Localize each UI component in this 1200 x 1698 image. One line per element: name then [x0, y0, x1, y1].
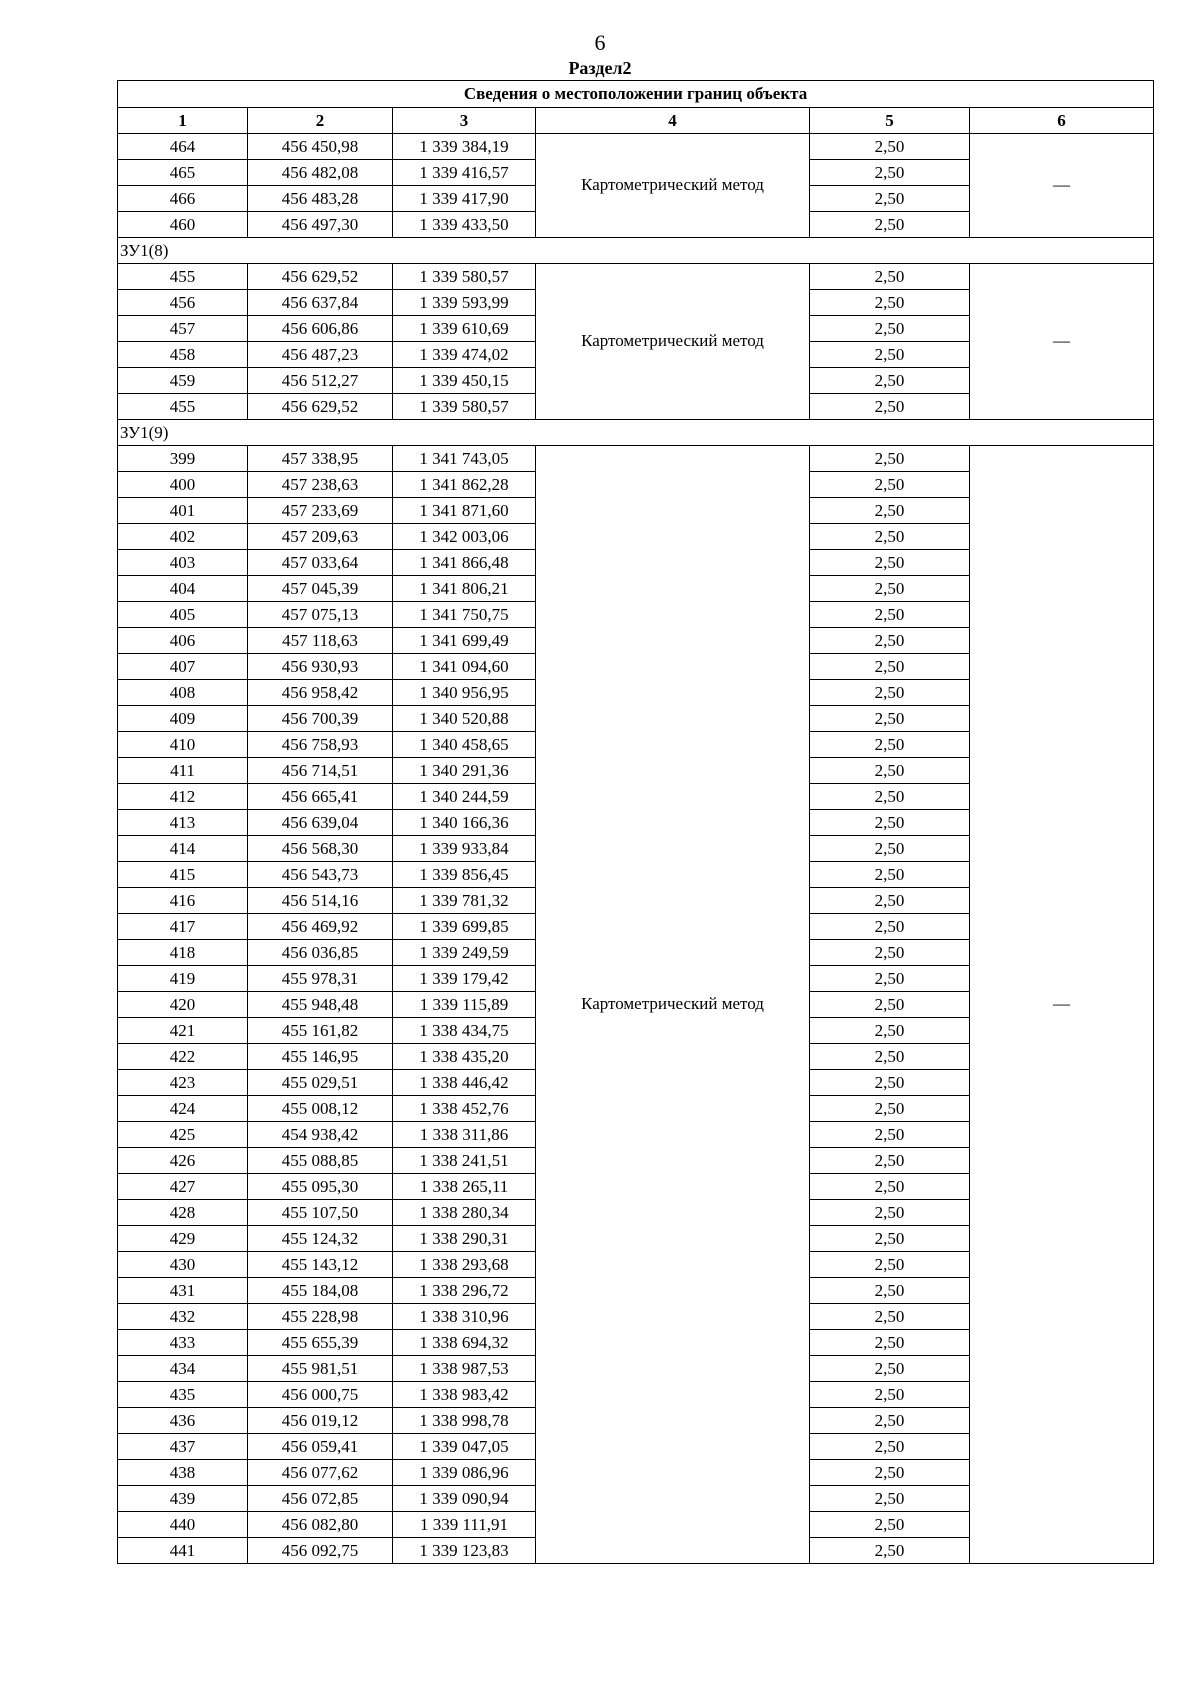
x-coordinate-cell: 456 514,16: [248, 888, 393, 914]
point-number-cell: 415: [118, 862, 248, 888]
accuracy-cell: 2,50: [810, 1044, 970, 1070]
x-coordinate-cell: 456 059,41: [248, 1434, 393, 1460]
y-coordinate-cell: 1 340 291,36: [393, 758, 536, 784]
accuracy-cell: 2,50: [810, 446, 970, 472]
group-label: ЗУ1(8): [118, 238, 1154, 264]
x-coordinate-cell: 455 107,50: [248, 1200, 393, 1226]
accuracy-cell: 2,50: [810, 1226, 970, 1252]
x-coordinate-cell: 455 228,98: [248, 1304, 393, 1330]
accuracy-cell: 2,50: [810, 264, 970, 290]
point-number-cell: 401: [118, 498, 248, 524]
table-body: [118, 134, 1154, 1564]
accuracy-cell: 2,50: [810, 1512, 970, 1538]
x-coordinate-cell: 456 637,84: [248, 290, 393, 316]
x-coordinate-cell: 457 238,63: [248, 472, 393, 498]
y-coordinate-cell: 1 338 446,42: [393, 1070, 536, 1096]
y-coordinate-cell: 1 339 433,50: [393, 212, 536, 238]
y-coordinate-cell: 1 339 474,02: [393, 342, 536, 368]
x-coordinate-cell: 457 033,64: [248, 550, 393, 576]
accuracy-cell: 2,50: [810, 1330, 970, 1356]
y-coordinate-cell: 1 339 610,69: [393, 316, 536, 342]
point-number-cell: 400: [118, 472, 248, 498]
accuracy-cell: 2,50: [810, 1408, 970, 1434]
accuracy-cell: 2,50: [810, 784, 970, 810]
x-coordinate-cell: 456 543,73: [248, 862, 393, 888]
point-number-cell: 419: [118, 966, 248, 992]
x-coordinate-cell: 455 981,51: [248, 1356, 393, 1382]
y-coordinate-cell: 1 341 750,75: [393, 602, 536, 628]
point-number-cell: 423: [118, 1070, 248, 1096]
x-coordinate-cell: 457 233,69: [248, 498, 393, 524]
y-coordinate-cell: 1 338 434,75: [393, 1018, 536, 1044]
accuracy-cell: 2,50: [810, 862, 970, 888]
y-coordinate-cell: 1 339 384,19: [393, 134, 536, 160]
y-coordinate-cell: 1 338 293,68: [393, 1252, 536, 1278]
point-number-cell: 409: [118, 706, 248, 732]
y-coordinate-cell: 1 339 417,90: [393, 186, 536, 212]
table-row: [118, 446, 1154, 472]
x-coordinate-cell: 454 938,42: [248, 1122, 393, 1148]
x-coordinate-cell: 456 082,80: [248, 1512, 393, 1538]
y-coordinate-cell: 1 340 956,95: [393, 680, 536, 706]
x-coordinate-cell: 456 483,28: [248, 186, 393, 212]
boundary-coordinates-table: [117, 80, 1154, 1564]
point-number-cell: 440: [118, 1512, 248, 1538]
y-coordinate-cell: 1 339 123,83: [393, 1538, 536, 1564]
y-coordinate-cell: 1 339 179,42: [393, 966, 536, 992]
y-coordinate-cell: 1 338 296,72: [393, 1278, 536, 1304]
column-header: 2: [248, 108, 393, 134]
method-cell: Картометрический метод: [536, 264, 810, 420]
x-coordinate-cell: 455 161,82: [248, 1018, 393, 1044]
y-coordinate-cell: 1 339 249,59: [393, 940, 536, 966]
x-coordinate-cell: 456 482,08: [248, 160, 393, 186]
point-number-cell: 424: [118, 1096, 248, 1122]
x-coordinate-cell: 456 629,52: [248, 264, 393, 290]
point-number-cell: 426: [118, 1148, 248, 1174]
accuracy-cell: 2,50: [810, 1486, 970, 1512]
point-number-cell: 430: [118, 1252, 248, 1278]
x-coordinate-cell: 457 118,63: [248, 628, 393, 654]
point-number-cell: 455: [118, 394, 248, 420]
y-coordinate-cell: 1 339 086,96: [393, 1460, 536, 1486]
y-coordinate-cell: 1 339 090,94: [393, 1486, 536, 1512]
accuracy-cell: 2,50: [810, 550, 970, 576]
y-coordinate-cell: 1 340 458,65: [393, 732, 536, 758]
table-caption: Сведения о местоположении границ объекта: [118, 81, 1154, 108]
y-coordinate-cell: 1 341 866,48: [393, 550, 536, 576]
accuracy-cell: 2,50: [810, 342, 970, 368]
accuracy-cell: 2,50: [810, 1148, 970, 1174]
accuracy-cell: 2,50: [810, 576, 970, 602]
accuracy-cell: 2,50: [810, 1382, 970, 1408]
accuracy-cell: 2,50: [810, 1252, 970, 1278]
x-coordinate-cell: 456 958,42: [248, 680, 393, 706]
accuracy-cell: 2,50: [810, 1018, 970, 1044]
point-number-cell: 460: [118, 212, 248, 238]
column-header: 1: [118, 108, 248, 134]
section-title: Раздел2: [568, 58, 632, 78]
accuracy-cell: 2,50: [810, 1174, 970, 1200]
x-coordinate-cell: 456 700,39: [248, 706, 393, 732]
accuracy-cell: 2,50: [810, 212, 970, 238]
point-number-cell: 431: [118, 1278, 248, 1304]
point-number-cell: 406: [118, 628, 248, 654]
x-coordinate-cell: 456 450,98: [248, 134, 393, 160]
accuracy-cell: 2,50: [810, 706, 970, 732]
y-coordinate-cell: 1 339 933,84: [393, 836, 536, 862]
accuracy-cell: 2,50: [810, 498, 970, 524]
point-number-cell: 457: [118, 316, 248, 342]
x-coordinate-cell: 455 655,39: [248, 1330, 393, 1356]
method-cell: Картометрический метод: [536, 134, 810, 238]
x-coordinate-cell: 457 338,95: [248, 446, 393, 472]
accuracy-cell: 2,50: [810, 290, 970, 316]
point-number-cell: 413: [118, 810, 248, 836]
y-coordinate-cell: 1 338 435,20: [393, 1044, 536, 1070]
y-coordinate-cell: 1 338 311,86: [393, 1122, 536, 1148]
point-number-cell: 405: [118, 602, 248, 628]
group-label-row: [118, 420, 1154, 446]
x-coordinate-cell: 455 948,48: [248, 992, 393, 1018]
accuracy-cell: 2,50: [810, 1434, 970, 1460]
x-coordinate-cell: 456 469,92: [248, 914, 393, 940]
point-number-cell: 399: [118, 446, 248, 472]
x-coordinate-cell: 456 758,93: [248, 732, 393, 758]
accuracy-cell: 2,50: [810, 966, 970, 992]
point-number-cell: 428: [118, 1200, 248, 1226]
x-coordinate-cell: 456 072,85: [248, 1486, 393, 1512]
x-coordinate-cell: 455 008,12: [248, 1096, 393, 1122]
accuracy-cell: 2,50: [810, 1356, 970, 1382]
y-coordinate-cell: 1 338 265,11: [393, 1174, 536, 1200]
x-coordinate-cell: 455 029,51: [248, 1070, 393, 1096]
y-coordinate-cell: 1 340 166,36: [393, 810, 536, 836]
y-coordinate-cell: 1 341 094,60: [393, 654, 536, 680]
accuracy-cell: 2,50: [810, 186, 970, 212]
accuracy-cell: 2,50: [810, 992, 970, 1018]
y-coordinate-cell: 1 338 987,53: [393, 1356, 536, 1382]
x-coordinate-cell: 457 045,39: [248, 576, 393, 602]
accuracy-cell: 2,50: [810, 1122, 970, 1148]
point-number-cell: 402: [118, 524, 248, 550]
note-cell: —: [970, 446, 1154, 1564]
point-number-cell: 414: [118, 836, 248, 862]
point-number-cell: 466: [118, 186, 248, 212]
point-number-cell: 410: [118, 732, 248, 758]
x-coordinate-cell: 455 088,85: [248, 1148, 393, 1174]
x-coordinate-cell: 456 629,52: [248, 394, 393, 420]
point-number-cell: 427: [118, 1174, 248, 1200]
y-coordinate-cell: 1 339 699,85: [393, 914, 536, 940]
point-number-cell: 411: [118, 758, 248, 784]
y-coordinate-cell: 1 338 280,34: [393, 1200, 536, 1226]
x-coordinate-cell: 456 019,12: [248, 1408, 393, 1434]
x-coordinate-cell: 456 639,04: [248, 810, 393, 836]
y-coordinate-cell: 1 341 871,60: [393, 498, 536, 524]
note-cell: —: [970, 264, 1154, 420]
y-coordinate-cell: 1 338 310,96: [393, 1304, 536, 1330]
x-coordinate-cell: 456 714,51: [248, 758, 393, 784]
x-coordinate-cell: 456 512,27: [248, 368, 393, 394]
y-coordinate-cell: 1 339 781,32: [393, 888, 536, 914]
point-number-cell: 429: [118, 1226, 248, 1252]
accuracy-cell: 2,50: [810, 1070, 970, 1096]
y-coordinate-cell: 1 341 806,21: [393, 576, 536, 602]
point-number-cell: 403: [118, 550, 248, 576]
y-coordinate-cell: 1 338 998,78: [393, 1408, 536, 1434]
y-coordinate-cell: 1 339 416,57: [393, 160, 536, 186]
x-coordinate-cell: 455 143,12: [248, 1252, 393, 1278]
accuracy-cell: 2,50: [810, 758, 970, 784]
page-number: 6: [594, 30, 606, 55]
accuracy-cell: 2,50: [810, 628, 970, 654]
point-number-cell: 432: [118, 1304, 248, 1330]
column-header: 5: [810, 108, 970, 134]
accuracy-cell: 2,50: [810, 654, 970, 680]
point-number-cell: 421: [118, 1018, 248, 1044]
x-coordinate-cell: 456 497,30: [248, 212, 393, 238]
point-number-cell: 456: [118, 290, 248, 316]
x-coordinate-cell: 457 075,13: [248, 602, 393, 628]
y-coordinate-cell: 1 339 580,57: [393, 264, 536, 290]
point-number-cell: 422: [118, 1044, 248, 1070]
y-coordinate-cell: 1 340 520,88: [393, 706, 536, 732]
y-coordinate-cell: 1 339 856,45: [393, 862, 536, 888]
accuracy-cell: 2,50: [810, 1278, 970, 1304]
y-coordinate-cell: 1 341 743,05: [393, 446, 536, 472]
point-number-cell: 416: [118, 888, 248, 914]
point-number-cell: 435: [118, 1382, 248, 1408]
y-coordinate-cell: 1 339 593,99: [393, 290, 536, 316]
accuracy-cell: 2,50: [810, 1096, 970, 1122]
x-coordinate-cell: 456 665,41: [248, 784, 393, 810]
point-number-cell: 439: [118, 1486, 248, 1512]
point-number-cell: 418: [118, 940, 248, 966]
point-number-cell: 464: [118, 134, 248, 160]
accuracy-cell: 2,50: [810, 1460, 970, 1486]
x-coordinate-cell: 455 184,08: [248, 1278, 393, 1304]
x-coordinate-cell: 455 124,32: [248, 1226, 393, 1252]
accuracy-cell: 2,50: [810, 914, 970, 940]
x-coordinate-cell: 456 077,62: [248, 1460, 393, 1486]
y-coordinate-cell: 1 338 241,51: [393, 1148, 536, 1174]
accuracy-cell: 2,50: [810, 1200, 970, 1226]
y-coordinate-cell: 1 339 580,57: [393, 394, 536, 420]
x-coordinate-cell: 455 978,31: [248, 966, 393, 992]
y-coordinate-cell: 1 339 047,05: [393, 1434, 536, 1460]
x-coordinate-cell: 456 568,30: [248, 836, 393, 862]
y-coordinate-cell: 1 339 111,91: [393, 1512, 536, 1538]
y-coordinate-cell: 1 341 699,49: [393, 628, 536, 654]
accuracy-cell: 2,50: [810, 394, 970, 420]
y-coordinate-cell: 1 339 450,15: [393, 368, 536, 394]
x-coordinate-cell: 456 036,85: [248, 940, 393, 966]
y-coordinate-cell: 1 338 452,76: [393, 1096, 536, 1122]
point-number-cell: 436: [118, 1408, 248, 1434]
accuracy-cell: 2,50: [810, 160, 970, 186]
point-number-cell: 404: [118, 576, 248, 602]
column-header: 3: [393, 108, 536, 134]
accuracy-cell: 2,50: [810, 732, 970, 758]
point-number-cell: 420: [118, 992, 248, 1018]
point-number-cell: 438: [118, 1460, 248, 1486]
table-row: [118, 264, 1154, 290]
point-number-cell: 425: [118, 1122, 248, 1148]
accuracy-cell: 2,50: [810, 810, 970, 836]
y-coordinate-cell: 1 341 862,28: [393, 472, 536, 498]
column-header: 6: [970, 108, 1154, 134]
y-coordinate-cell: 1 342 003,06: [393, 524, 536, 550]
point-number-cell: 455: [118, 264, 248, 290]
accuracy-cell: 2,50: [810, 472, 970, 498]
point-number-cell: 433: [118, 1330, 248, 1356]
point-number-cell: 458: [118, 342, 248, 368]
point-number-cell: 407: [118, 654, 248, 680]
accuracy-cell: 2,50: [810, 680, 970, 706]
point-number-cell: 459: [118, 368, 248, 394]
group-label-row: [118, 238, 1154, 264]
x-coordinate-cell: 456 487,23: [248, 342, 393, 368]
x-coordinate-cell: 456 606,86: [248, 316, 393, 342]
x-coordinate-cell: 456 092,75: [248, 1538, 393, 1564]
column-header: 4: [536, 108, 810, 134]
y-coordinate-cell: 1 340 244,59: [393, 784, 536, 810]
accuracy-cell: 2,50: [810, 316, 970, 342]
y-coordinate-cell: 1 338 983,42: [393, 1382, 536, 1408]
point-number-cell: 437: [118, 1434, 248, 1460]
note-cell: —: [970, 134, 1154, 238]
accuracy-cell: 2,50: [810, 1538, 970, 1564]
point-number-cell: 434: [118, 1356, 248, 1382]
accuracy-cell: 2,50: [810, 888, 970, 914]
x-coordinate-cell: 455 146,95: [248, 1044, 393, 1070]
point-number-cell: 408: [118, 680, 248, 706]
column-header-row: [118, 108, 1154, 134]
y-coordinate-cell: 1 339 115,89: [393, 992, 536, 1018]
table-row: [118, 134, 1154, 160]
accuracy-cell: 2,50: [810, 134, 970, 160]
x-coordinate-cell: 457 209,63: [248, 524, 393, 550]
x-coordinate-cell: 456 930,93: [248, 654, 393, 680]
group-label: ЗУ1(9): [118, 420, 1154, 446]
accuracy-cell: 2,50: [810, 368, 970, 394]
point-number-cell: 417: [118, 914, 248, 940]
accuracy-cell: 2,50: [810, 524, 970, 550]
accuracy-cell: 2,50: [810, 602, 970, 628]
x-coordinate-cell: 456 000,75: [248, 1382, 393, 1408]
y-coordinate-cell: 1 338 290,31: [393, 1226, 536, 1252]
accuracy-cell: 2,50: [810, 1304, 970, 1330]
method-cell: Картометрический метод: [536, 446, 810, 1564]
point-number-cell: 441: [118, 1538, 248, 1564]
x-coordinate-cell: 455 095,30: [248, 1174, 393, 1200]
point-number-cell: 412: [118, 784, 248, 810]
accuracy-cell: 2,50: [810, 836, 970, 862]
accuracy-cell: 2,50: [810, 940, 970, 966]
point-number-cell: 465: [118, 160, 248, 186]
y-coordinate-cell: 1 338 694,32: [393, 1330, 536, 1356]
